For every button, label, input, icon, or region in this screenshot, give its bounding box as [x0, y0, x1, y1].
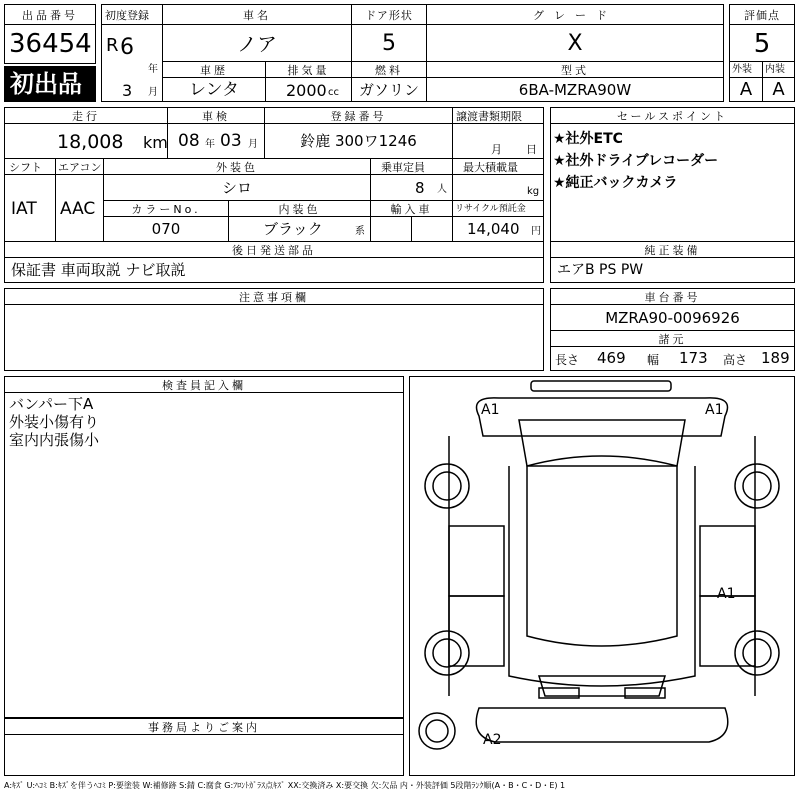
load-cell	[452, 174, 544, 201]
front-outline	[477, 398, 728, 436]
exterior-grade-cell	[729, 77, 763, 102]
interior-grade: A	[772, 79, 785, 100]
grade: X	[567, 31, 583, 56]
fuel: ガソリン	[358, 81, 419, 99]
interior-grade-cell	[762, 77, 795, 102]
shift-cell	[4, 174, 56, 242]
later-parts: 保証書 車両取説 ナビ取説	[11, 261, 186, 279]
chassis-cell	[550, 304, 795, 331]
lot-number: 36454	[9, 29, 92, 59]
recycle: 14,040	[467, 220, 520, 238]
exterior-label-cell	[729, 61, 763, 78]
sales-point-2: ★社外ドライブレコーダー	[553, 153, 719, 169]
mark-a1-front-right: A1	[705, 402, 724, 418]
exterior-grade: A	[739, 79, 753, 100]
reg-number: 鈴鹿 300ワ1246	[300, 132, 417, 150]
transfer-month-unit: 月	[491, 143, 502, 156]
cabin-outline	[509, 466, 695, 686]
model-label-cell	[426, 61, 724, 78]
doors-cell	[351, 24, 427, 62]
import-label: 輸入車	[390, 203, 433, 216]
sales-label: セールスポイント	[616, 110, 728, 123]
windshield-outline	[519, 420, 685, 466]
lot-number-cell	[4, 24, 96, 64]
ac-label-cell	[55, 158, 104, 175]
year-unit: 年	[148, 64, 158, 75]
left-door-rear	[449, 596, 504, 666]
color-no-cell	[103, 216, 229, 242]
era: R	[106, 35, 119, 56]
rear-bumper-outline	[476, 708, 728, 742]
shift-label-cell	[4, 158, 56, 175]
load-label-cell	[452, 158, 544, 175]
ac-cell	[55, 174, 104, 242]
inspection-cell	[167, 123, 265, 159]
recycle-label: リサイクル預託金	[455, 204, 526, 214]
transfer-day-unit: 日	[526, 143, 537, 156]
width-label: 幅	[647, 353, 660, 367]
displacement-unit: cc	[328, 87, 339, 98]
later-parts-label-cell	[4, 241, 544, 258]
car-name-label: 車名	[243, 9, 271, 22]
left-door-front	[449, 526, 504, 596]
first-listing-badge: 初出品	[10, 70, 82, 98]
interior-label-cell	[762, 61, 795, 78]
right-door-rear	[700, 596, 755, 666]
chassis-label: 車台番号	[644, 291, 701, 304]
inspector-label: 検査員記入欄	[162, 379, 246, 392]
score-label: 評価点	[744, 9, 780, 22]
length-label: 長さ	[555, 353, 580, 367]
equipment: エアB PS PW	[557, 262, 644, 278]
equipment-cell	[550, 257, 795, 283]
capacity-unit: 人	[437, 184, 447, 195]
first-reg-cell	[101, 24, 163, 102]
inspector-line-1: バンパー下A	[9, 395, 94, 413]
model-cell	[426, 77, 724, 102]
score-cell	[729, 24, 795, 62]
front-bumper-outline	[531, 381, 671, 391]
transfer-label: 譲渡書類期限	[456, 110, 522, 123]
wheel-front-right	[735, 464, 779, 508]
history-label-cell	[162, 61, 266, 78]
notes-cell	[4, 304, 544, 371]
reg-label-cell	[264, 107, 453, 124]
color: シロ	[221, 179, 252, 197]
wheel-rear-left	[425, 631, 469, 675]
reg-label: 登録番号	[330, 110, 387, 123]
interior-color-unit: 系	[355, 226, 365, 237]
chassis: MZRA90-0096926	[605, 309, 740, 327]
inspection-label-cell	[167, 107, 265, 124]
height-label: 高さ	[723, 353, 748, 367]
office-label-cell	[4, 718, 404, 735]
first-listing-badge-bg	[4, 66, 96, 102]
recycle-cell	[452, 216, 544, 242]
capacity-cell	[370, 174, 453, 201]
reg-year: 6	[120, 35, 134, 60]
color-cell	[103, 174, 371, 201]
load-label: 最大積載量	[463, 161, 518, 174]
later-parts-cell	[4, 257, 544, 283]
car-name: ノア	[237, 32, 277, 56]
color-label-cell	[103, 158, 371, 175]
recycle-unit: 円	[531, 226, 541, 237]
score-label-cell	[729, 4, 795, 25]
sales-points-cell	[550, 123, 795, 242]
chassis-label-cell	[550, 288, 795, 305]
width: 173	[679, 349, 708, 367]
capacity-label: 乗車定員	[381, 161, 425, 174]
equipment-label-cell	[550, 241, 795, 258]
fuel-label: 燃料	[375, 64, 403, 77]
interior-label: 内装	[765, 64, 785, 75]
notes-label-cell	[4, 288, 544, 305]
mark-a1-right-side: A1	[717, 586, 736, 602]
first-reg-label-cell	[101, 4, 163, 25]
color-no-label: カラーNo.	[131, 203, 201, 216]
ac-label: エアコン	[58, 161, 102, 174]
color-label: 外装色	[216, 161, 258, 174]
car-damage-diagram	[409, 376, 795, 776]
height: 189	[761, 349, 790, 367]
shift: IAT	[11, 199, 37, 219]
mileage-cell	[4, 123, 168, 159]
interior-color-label-cell	[228, 200, 371, 217]
office-label: 事務局よりご案内	[148, 721, 260, 734]
inspection-year-unit: 年	[205, 139, 215, 150]
mileage-unit: km	[143, 133, 168, 152]
capacity: 8	[415, 179, 425, 197]
load-unit: kg	[527, 186, 540, 197]
inspector-line-2: 外装小傷有り	[9, 413, 100, 431]
inspector-label-cell	[4, 376, 404, 393]
grade-label: グレード	[533, 9, 617, 22]
car-name-cell	[162, 24, 352, 62]
inspection-label: 車検	[202, 110, 230, 123]
wheel-front-left	[425, 464, 469, 508]
interior-color-cell	[228, 216, 371, 242]
spare-tire	[419, 713, 455, 749]
capacity-label-cell	[370, 158, 453, 175]
mark-a1-front-left: A1	[481, 402, 500, 418]
sales-point-1: ★社外ETC	[553, 131, 623, 147]
legend: A:ｷｽﾞ U:ﾍｺﾐ B:ｷｽﾞを伴うﾍｺﾐ P:要塗装 W:補修跡 S:錆 C:腐食 G:ﾌﾛﾝﾄｶﾞﾗｽ点ｷｽﾞ XX:交換済み X:要交換 欠:欠品 内・外装評価 5段階ﾗﾝｸ順(A・B・C・D・E) 1	[4, 781, 566, 790]
equipment-label: 純正装備	[644, 244, 701, 257]
ac: AAC	[60, 199, 96, 219]
spec-label: 諸元	[658, 333, 687, 346]
transfer-cell	[452, 123, 544, 159]
roof-outline	[527, 456, 677, 646]
sales-point-3: ★純正バックカメラ	[553, 175, 678, 191]
lot-label: 出品番号	[22, 9, 78, 22]
color-no-label-cell	[103, 200, 229, 217]
mark-a2-rear: A2	[483, 732, 502, 748]
wheel-rear-right	[735, 631, 779, 675]
displacement-label-cell	[265, 61, 352, 78]
fuel-label-cell	[351, 61, 427, 78]
sales-label-cell	[550, 107, 795, 124]
history-cell	[162, 77, 266, 102]
car-name-label-cell	[162, 4, 352, 25]
inspection-month-unit: 月	[248, 139, 258, 150]
office-cell	[4, 734, 404, 776]
displacement-label: 排気量	[287, 64, 330, 77]
spec-label-cell	[550, 330, 795, 347]
score: 5	[753, 29, 771, 59]
fuel-cell	[351, 77, 427, 102]
doors: 5	[382, 31, 396, 56]
shift-label: シフト	[9, 161, 42, 174]
interior-color-label: 内装色	[278, 203, 321, 216]
mileage-label: 走行	[72, 110, 100, 123]
inspection-month: 03	[220, 131, 242, 151]
model-label: 型式	[561, 64, 589, 77]
first-reg-label: 初度登録	[105, 9, 149, 22]
mileage: 18,008	[57, 131, 124, 153]
month-unit: 月	[148, 87, 158, 98]
door-label-cell	[351, 4, 427, 25]
displacement-cell	[265, 77, 352, 102]
inspector-cell	[4, 392, 404, 718]
history: レンタ	[189, 80, 239, 100]
door-label: ドア形状	[365, 9, 413, 22]
grade-label-cell	[426, 4, 724, 25]
exterior-label: 外装	[732, 64, 752, 75]
import-cell-right	[411, 216, 453, 242]
mileage-label-cell	[4, 107, 168, 124]
interior-color: ブラック	[263, 220, 323, 238]
reg-cell	[264, 123, 453, 159]
color-no: 070	[151, 220, 181, 238]
displacement: 2000	[286, 81, 327, 100]
transfer-label-cell	[452, 107, 544, 124]
grade-cell	[426, 24, 724, 62]
spec-cell	[550, 346, 795, 371]
lot-label-cell	[4, 4, 96, 25]
notes-label: 注意事項欄	[239, 291, 309, 304]
reg-month: 3	[122, 81, 133, 100]
inspection-year: 08	[178, 131, 200, 151]
later-parts-label: 後日発送部品	[232, 244, 316, 257]
import-cell-left	[370, 216, 412, 242]
recycle-label-cell	[452, 200, 544, 217]
model: 6BA-MZRA90W	[518, 81, 632, 99]
inspector-line-3: 室内内張傷小	[9, 431, 100, 449]
history-label: 車歴	[200, 64, 228, 77]
length: 469	[597, 349, 626, 367]
import-label-cell	[370, 200, 453, 217]
